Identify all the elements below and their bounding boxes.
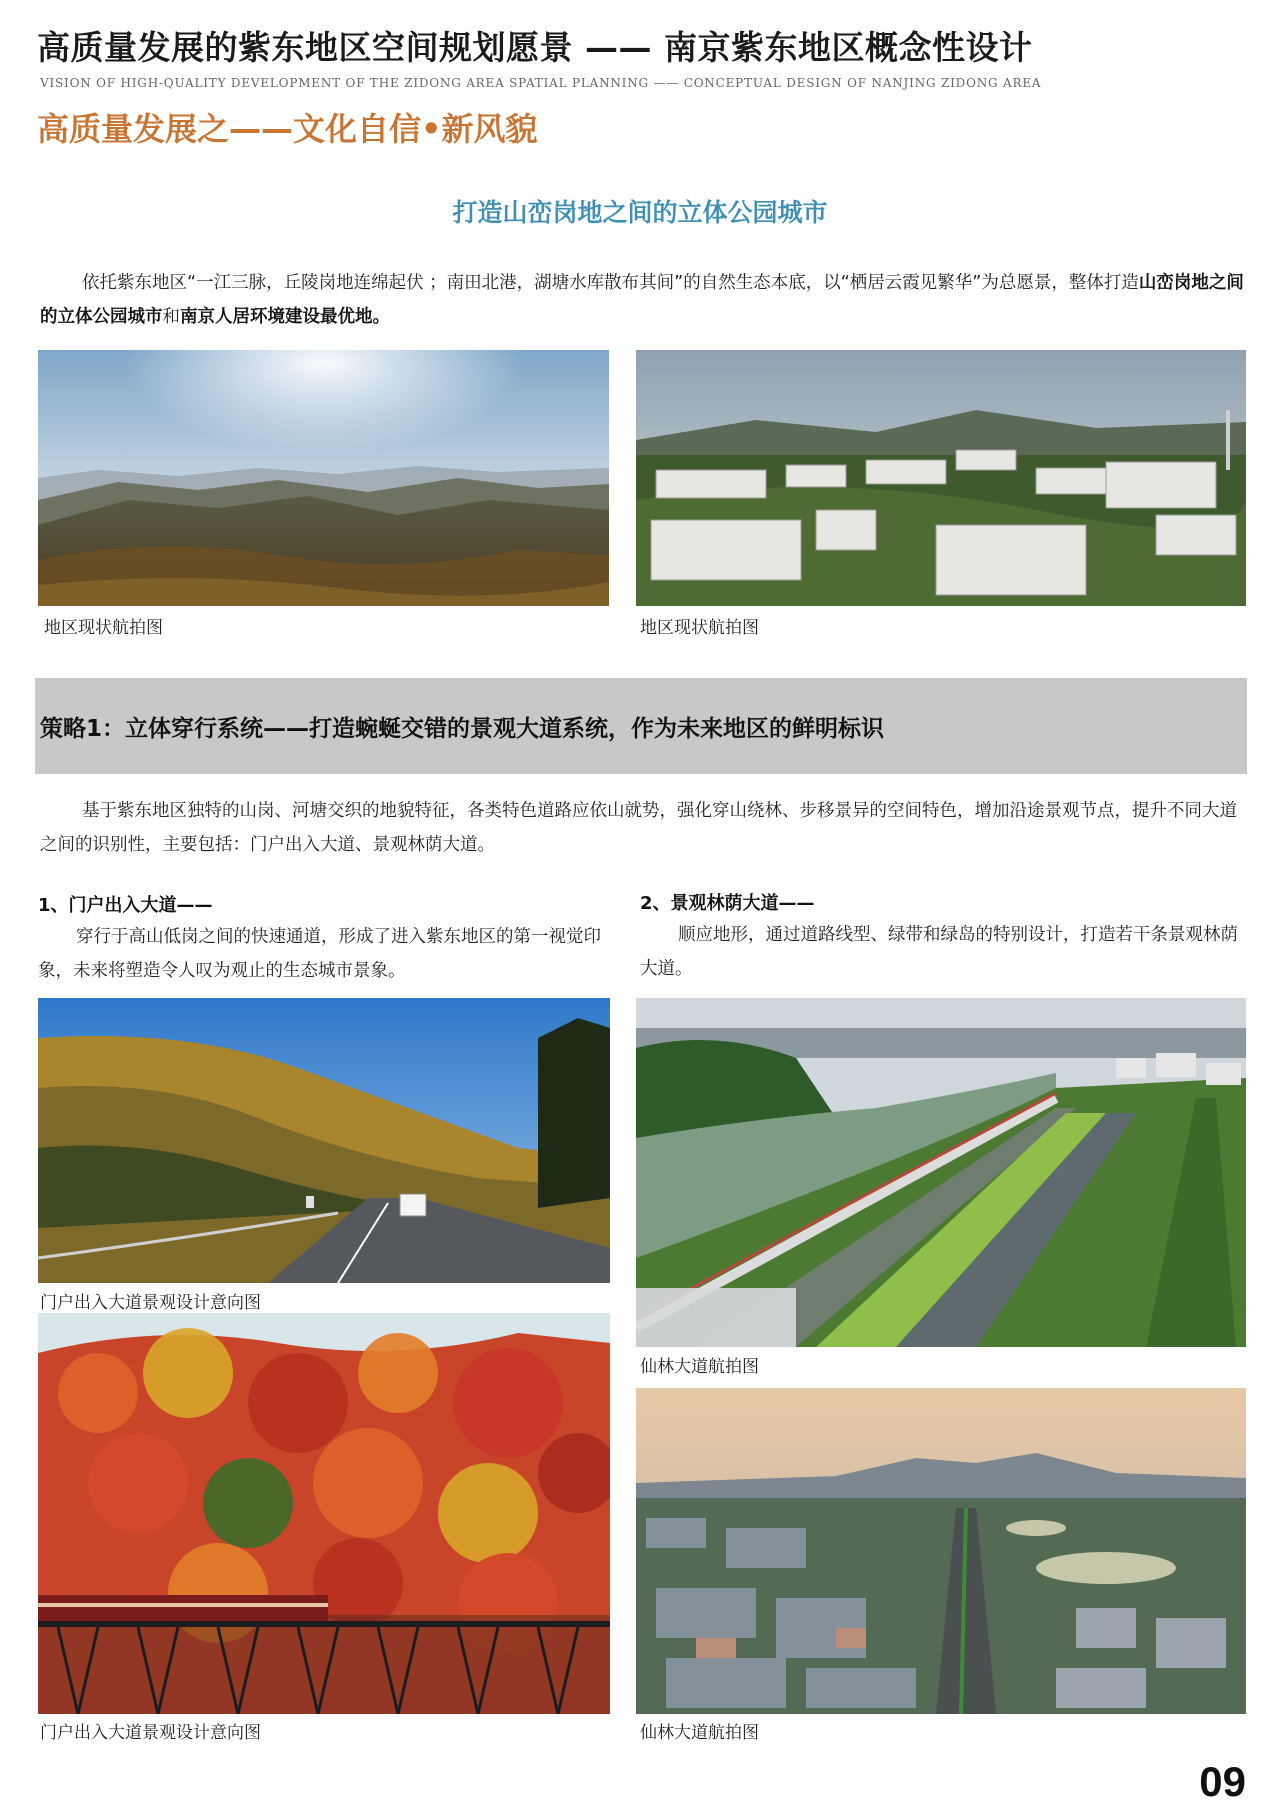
gateway-road-caption: 门户出入大道景观设计意向图: [40, 1293, 261, 1313]
intro-text-2: 和: [162, 307, 180, 327]
intro-text-1: 依托紫东地区“一江三脉，丘陵岗地连绵起伏 ；南田北港，湖塘水库散布其间”的自然生态本底，以“栖居云霞见繁华”为总愿景，整体打造: [82, 273, 1139, 293]
strategy-title: 策略1：立体穿行系统——打造蜿蜒交错的景观大道系统，作为未来地区的鲜明标识: [40, 716, 885, 742]
aerial-campus-photo: [636, 350, 1246, 606]
xianlin-avenue-caption-2: 仙林大道航拍图: [640, 1723, 759, 1743]
strategy-text: 基于紫东地区独特的山岗、河塘交织的地貌特征，各类特色道路应依山就势，强化穿山绕林、步移景异的空间特色，增加沿途景观节点，提升不同大道之间的识别性，主要包括：门户出入大道、景观林荫大道。: [40, 801, 1237, 855]
xianlin-avenue-photo-1: [636, 998, 1246, 1347]
xianlin-avenue-photo-2: [636, 1388, 1246, 1714]
gateway-road-photo: [38, 998, 610, 1283]
avenue2-text: 顺应地形，通过道路线型、绿带和绿岛的特别设计，打造若干条景观林荫大道。: [640, 925, 1238, 979]
avenue1-text: 穿行于高山低岗之间的快速通道，形成了进入紫东地区的第一视觉印象，未来将塑造令人叹为观止的生态城市景象。: [38, 927, 601, 981]
page-title: 高质量发展的紫东地区空间规划愿景 —— 南京紫东地区概念性设计: [37, 28, 1033, 67]
english-subtitle: VISION OF HIGH-QUALITY DEVELOPMENT OF THE ZIDONG AREA SPATIAL PLANNING —— CONCEPTUAL DESIGN OF NANJING ZIDONG AREA: [40, 76, 1042, 90]
section-title: 高质量发展之——文化自信•新风貌: [37, 110, 538, 148]
strategy-paragraph: [40, 794, 1250, 862]
aerial-hills-caption: 地区现状航拍图: [44, 618, 163, 638]
avenue2-paragraph: [640, 918, 1250, 986]
xianlin-avenue-caption-1: 仙林大道航拍图: [640, 1357, 759, 1377]
gateway-train-photo: [38, 1313, 610, 1714]
avenue2-heading: 2、景观林荫大道——: [640, 893, 815, 914]
aerial-campus-caption: 地区现状航拍图: [640, 618, 759, 638]
avenue1-heading: 1、门户出入大道——: [38, 895, 213, 916]
page-number: 09: [1199, 1758, 1246, 1805]
gateway-train-caption: 门户出入大道景观设计意向图: [40, 1723, 261, 1743]
intro-heading: 打造山峦岗地之间的立体公园城市: [452, 198, 828, 227]
intro-paragraph: [40, 266, 1248, 334]
intro-text-bold-2: 南京人居环境建设最优地。: [180, 307, 390, 327]
intro-text-bold-1: 山峦岗地之间的立体公园城市: [40, 273, 1244, 327]
avenue1-paragraph: [38, 920, 610, 988]
aerial-hills-photo: [38, 350, 609, 606]
